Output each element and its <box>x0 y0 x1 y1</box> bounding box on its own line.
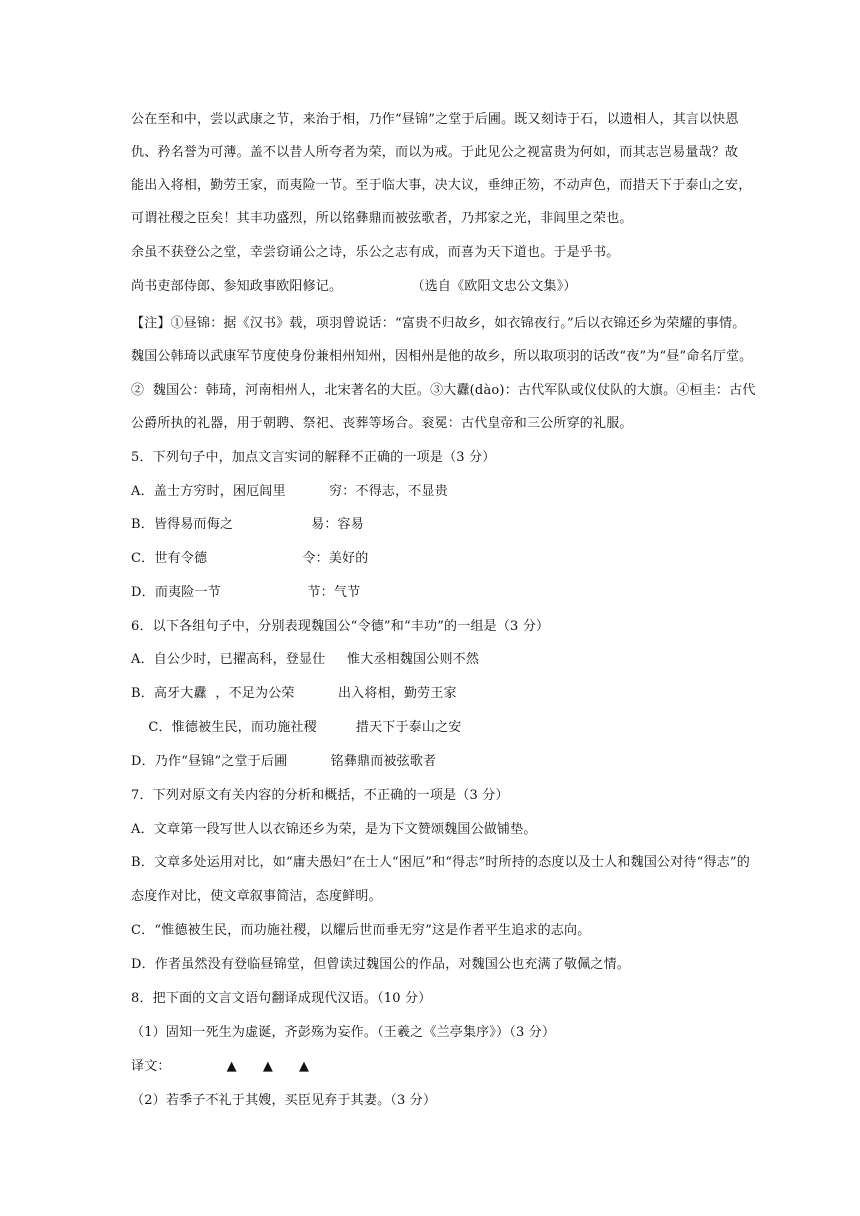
option-a: A．自公少时，已擢高科，登显仕 惟大丞相魏国公则不然 <box>131 652 480 667</box>
note-line: 公爵所执的礼器，用于朝聘、祭祀、丧葬等场合。衮冕：古代皇帝和三公所穿的礼服。 <box>131 416 633 431</box>
option-d: D．作者虽然没有登临昼锦堂，但曾读过魏国公的作品，对魏国公也充满了敬佩之情。 <box>131 957 631 972</box>
option-d: D．而夷险一节 节：气节 <box>131 585 361 600</box>
question-stem: 7．下列对原文有关内容的分析和概括，不正确的一项是（3 分） <box>131 788 509 803</box>
sub-question-2: （2）若季子不礼于其嫂，买臣见弃于其妻。（3 分） <box>131 1093 437 1108</box>
answer-label: 译文： <box>131 1059 171 1074</box>
passage-line: 尚书吏部侍郎、参知政事欧阳修记。 （选自《欧阳文忠公文集》） <box>131 279 577 294</box>
option-c: C．世有令德 令：美好的 <box>131 551 369 566</box>
answer-line <box>131 1059 309 1075</box>
option-a: A．盖士方穷时，困厄闾里 穷：不得志，不显贵 <box>131 484 448 499</box>
note-line: ② 魏国公：韩琦，河南相州人，北宋著名的大臣。③大纛(dào)：古代军队或仪仗队的大旗。④桓圭：古代 <box>131 383 756 398</box>
passage-line: 能出入将相，勤劳王家，而夷险一节。至于临大事，决大议，垂绅正笏，不动声色，而措天下于泰山之安， <box>131 178 752 193</box>
option-d: D．乃作“昼锦”之堂于后圃 铭彝鼎而被弦歌者 <box>131 754 437 769</box>
question-stem: 5．下列句子中，加点文言实词的解释不正确的一项是（3 分） <box>131 450 496 465</box>
note-line: 魏国公韩琦以武康军节度使身份兼相州知州，因相州是他的故乡，所以取项羽的话改“夜”为“昼”命名厅堂。 <box>131 349 753 364</box>
question-stem: 6．以下各组句子中，分别表现魏国公“令德”和“丰功”的一组是（3 分） <box>131 619 550 634</box>
note-line: 【注】①昼锦：据《汉书》载，项羽曾说话：“富贵不归故乡，如衣锦夜行。”后以衣锦还乡为荣耀的事情。 <box>131 316 746 331</box>
passage-line: 可谓社稷之臣矣！其丰功盛烈，所以铭彝鼎而被弦歌者，乃邦家之光，非闾里之荣也。 <box>131 211 633 226</box>
option-b: B．文章多处运用对比，如“庸夫愚妇”在士人“困厄”和“得志”时所持的态度以及士人和魏国公对待“得志”的 <box>131 855 750 870</box>
question-stem: 8．把下面的文言文语句翻译成现代汉语。（10 分） <box>131 991 432 1006</box>
triangle-icon: ▲ <box>299 1059 310 1074</box>
option-b-cont: 态度作对比，使文章叙事简洁，态度鲜明。 <box>131 889 382 904</box>
option-b: B．皆得易而侮之 易：容易 <box>131 517 364 532</box>
passage-line: 余虽不获登公之堂，幸尝窃诵公之诗，乐公之志有成，而喜为天下道也。于是乎书。 <box>131 245 620 260</box>
passage-line: 仇、矜名誉为可薄。盖不以昔人所夸者为荣，而以为戒。于此见公之视富贵为何如，而其志岂易量哉？故 <box>131 145 739 160</box>
triangle-icon: ▲ <box>262 1059 274 1074</box>
sub-question-1: （1）固知一死生为虚诞，齐彭殇为妄作。（王羲之《兰亭集序》）（3 分） <box>131 1025 556 1040</box>
option-b: B．高牙大纛 ，不足为公荣 出入将相，勤劳王家 <box>131 686 457 701</box>
passage-line: 公在至和中，尝以武康之节，来治于相，乃作“昼锦”之堂于后圃。既又刻诗于石，以遗相人，其言以快恩 <box>131 112 739 127</box>
option-a: A．文章第一段写世人以衣锦还乡为荣，是为下文赞颂魏国公做铺垫。 <box>131 822 537 837</box>
triangle-icon: ▲ <box>226 1059 237 1074</box>
option-c: C．惟德被生民，而功施社稷 措天下于泰山之安 <box>131 720 462 735</box>
option-c: C．“惟德被生民，而功施社稷，以耀后世而垂无穷”这是作者平生追求的志向。 <box>131 923 591 938</box>
